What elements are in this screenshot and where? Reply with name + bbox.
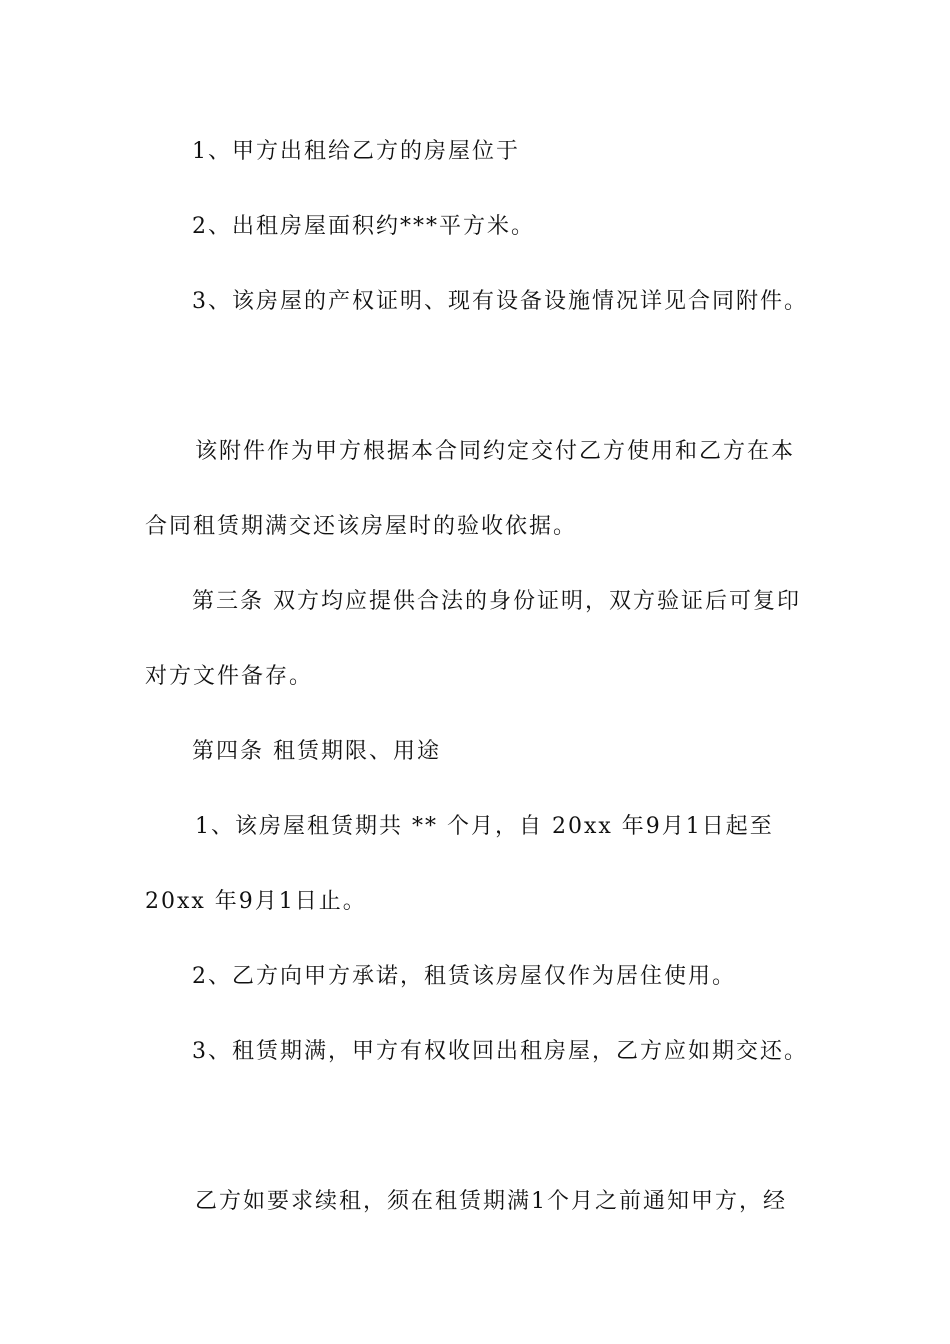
paragraph-line-2: 2、出租房屋面积约***平方米。	[192, 214, 535, 239]
paragraph-line-10: 20xx 年9月1日止。	[145, 889, 367, 914]
paragraph-line-3: 3、该房屋的产权证明、现有设备设施情况详见合同附件。	[192, 289, 808, 314]
paragraph-line-6: 第三条 双方均应提供合法的身份证明，双方验证后可复印	[192, 589, 801, 614]
paragraph-line-13: 乙方如要求续租，须在租赁期满1个月之前通知甲方，经	[195, 1189, 787, 1214]
paragraph-line-9: 1、该房屋租赁期共 ** 个月，自 20xx 年9月1日起至	[195, 814, 774, 839]
paragraph-line-11: 2、乙方向甲方承诺，租赁该房屋仅作为居住使用。	[192, 964, 736, 989]
paragraph-line-7: 对方文件备存。	[145, 664, 314, 689]
section-heading: 第四条 租赁期限、用途	[192, 739, 441, 764]
paragraph-line-12: 3、租赁期满，甲方有权收回出租房屋，乙方应如期交还。	[192, 1039, 808, 1064]
paragraph-line-1: 1、甲方出租给乙方的房屋位于	[192, 139, 520, 164]
paragraph-line-4: 该附件作为甲方根据本合同约定交付乙方使用和乙方在本	[195, 439, 796, 464]
paragraph-line-5: 合同租赁期满交还该房屋时的验收依据。	[145, 514, 578, 539]
